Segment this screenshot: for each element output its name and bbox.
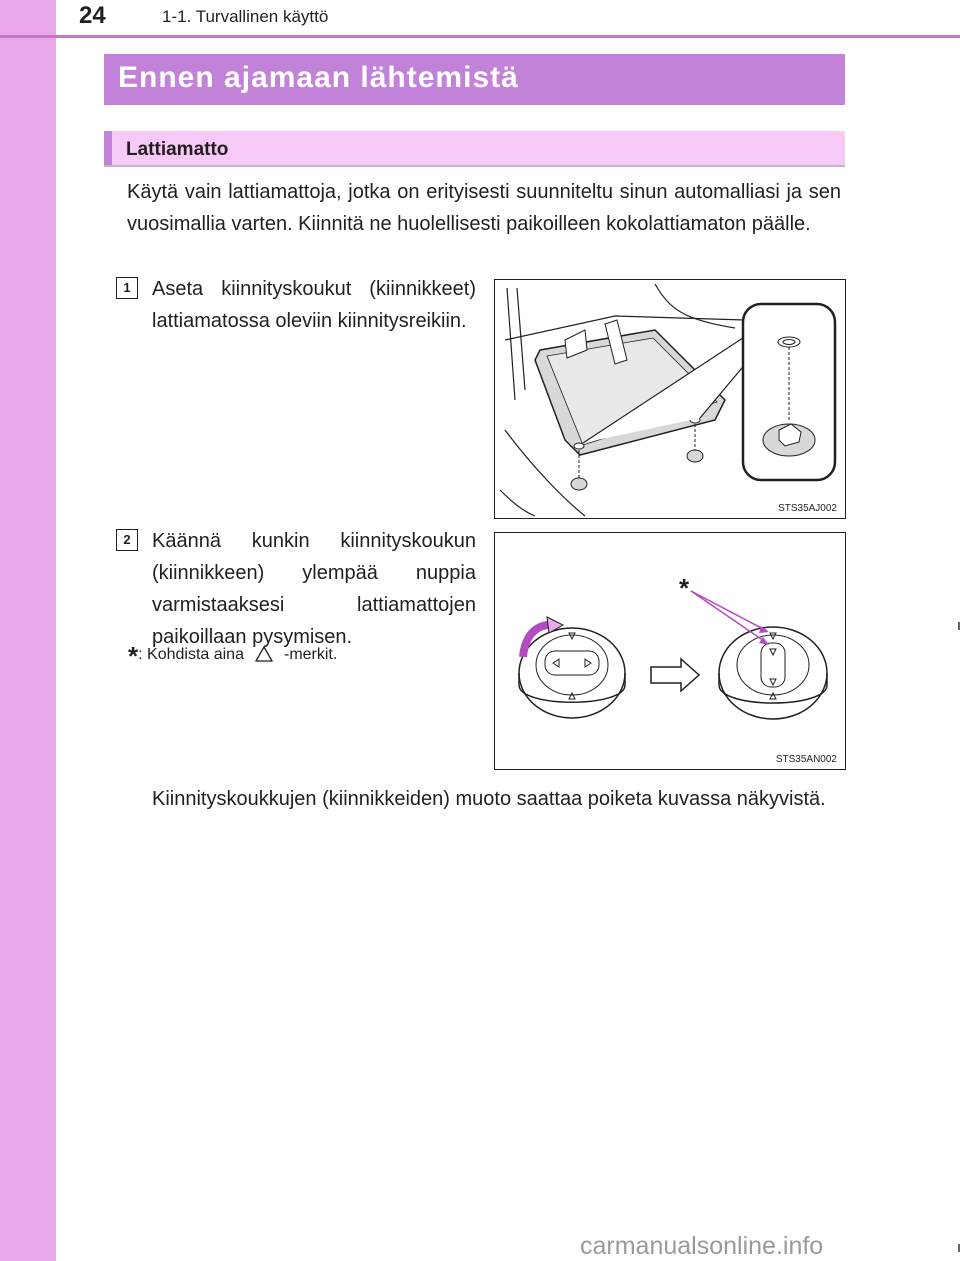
figure-floor-mat-hooks (494, 279, 846, 519)
watermark: carmanualsonline.info (580, 1232, 824, 1260)
note-paragraph: Kiinnityskoukkujen (kiinnikkeiden) muoto saattaa poiketa kuvassa näkyvistä. (152, 788, 826, 810)
figure-star: * (679, 573, 690, 603)
page-side-tab (0, 0, 56, 1261)
footnote-prefix: : Kohdista aina (138, 646, 244, 663)
page-number: 24 (79, 2, 106, 29)
running-head: 1-1. Turvallinen käyttö (162, 7, 329, 26)
floor-mat-illustration (495, 280, 845, 518)
footnote (128, 641, 338, 671)
subsection-title: Lattiamatto (126, 139, 229, 160)
subsection-header (104, 131, 845, 167)
step-text-1: Aseta kiinnityskoukut (kiinnikkeet) lattiamatossa oleviin kiinnitysreikiin. (152, 278, 476, 332)
step-text-2: Käännä kunkin kiinnityskoukun (kiinnikkeen) ylempää nuppia varmistaaksesi lattiamattojen paikoillaan pysymisen. (152, 530, 476, 648)
step-number-2: 2 (116, 529, 138, 551)
triangle-mark-icon (254, 645, 274, 669)
footnote-suffix: -merkit. (283, 646, 338, 663)
figure-code: STS35AN002 (775, 754, 837, 765)
section-title: Ennen ajamaan lähtemistä (118, 61, 519, 94)
intro-paragraph: Käytä vain lattiamattoja, jotka on erityisesti suunniteltu sinun automalliasi ja sen vuosimallia varten. Kiinnitä ne huolellisesti paikoilleen kokolattiamaton päälle. (127, 181, 841, 235)
footnote-star: * (128, 641, 139, 671)
subsection-accent-bar (104, 131, 112, 165)
section-title-box (104, 54, 845, 105)
figure-turn-knob (494, 532, 846, 770)
header-rule (0, 35, 960, 38)
turn-knob-illustration (495, 533, 845, 769)
step-number-1: 1 (116, 277, 138, 299)
figure-code: STS35AJ002 (778, 503, 837, 514)
